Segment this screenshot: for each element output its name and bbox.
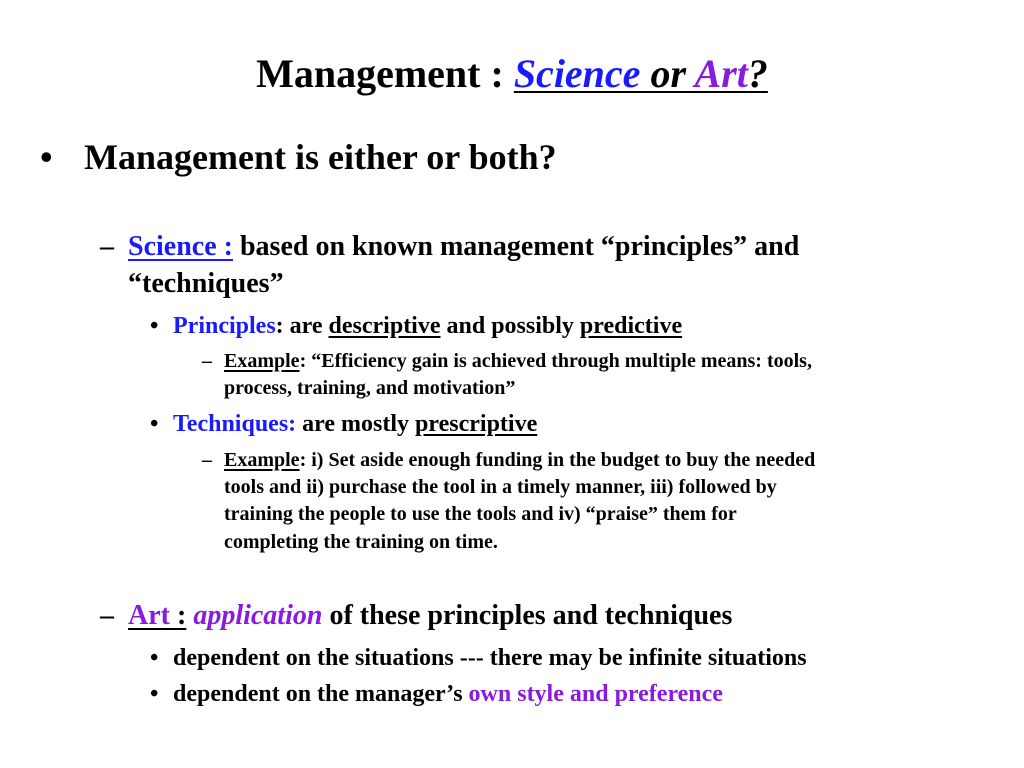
bullet-marker: • [150,645,159,671]
title-science: Science [513,51,651,96]
prescriptive-term: prescriptive [415,411,538,437]
techniques-example-text1: : i) Set aside enough funding in the budget to buy the needed [299,449,816,471]
title-prefix: Management : [256,51,514,96]
techniques-mid: are mostly [296,411,416,437]
art-point1-text: dependent on the situations --- there may be infinite situations [173,645,807,671]
title-question: ? [747,51,768,96]
application-term: application [193,600,323,631]
techniques-line [173,410,537,438]
main-point-text: Management is either or both? [84,137,557,177]
dash-marker: – [202,449,212,471]
dash-marker: – [100,600,114,631]
art-rest: of these principles and techniques [322,600,733,631]
science-line1 [128,231,799,263]
principles-example-text1: : “Efficiency gain is achieved through multiple means: tools, [299,350,812,372]
principles-line [173,312,682,340]
principles-example-line1 [224,348,812,375]
science-text-line1: based on known management “principles” and [232,231,800,262]
principles-example-line2: process, training, and motivation” [224,377,516,399]
own-style-highlight: own style and preference [468,681,723,707]
descriptive-term: descriptive [328,313,441,339]
art-line [128,600,732,632]
slide-title [0,50,1024,98]
predictive-term: predictive [579,313,683,339]
bullet-marker: • [150,313,159,339]
bullet-marker: • [150,681,159,707]
art-label-colon: : [176,600,187,631]
art-label: Art [128,600,177,631]
title-art: Art [694,51,748,96]
title-or: or [650,51,695,96]
techniques-example-line4: completing the training on time. [224,531,498,553]
bullet-marker: • [150,411,159,437]
principles-mid: and possibly [440,313,580,339]
bullet-marker: • [40,137,53,177]
techniques-label: Techniques: [173,411,297,437]
art-point2-text [173,680,723,708]
dash-marker: – [100,231,114,262]
techniques-example-line1 [224,447,815,474]
art-point2-prefix: dependent on the manager’s [173,681,469,707]
techniques-example-line3: training the people to use the tools and iv) “praise” them for [224,503,737,525]
science-text-line2: “techniques” [128,268,284,299]
techniques-example-line2: tools and ii) purchase the tool in a timely manner, iii) followed by [224,476,777,498]
example-label: Example [224,350,300,372]
principles-colon: : are [275,313,329,339]
principles-label: Principles [173,313,276,339]
science-label: Science : [128,231,233,262]
example-label: Example [224,449,300,471]
dash-marker: – [202,350,212,372]
